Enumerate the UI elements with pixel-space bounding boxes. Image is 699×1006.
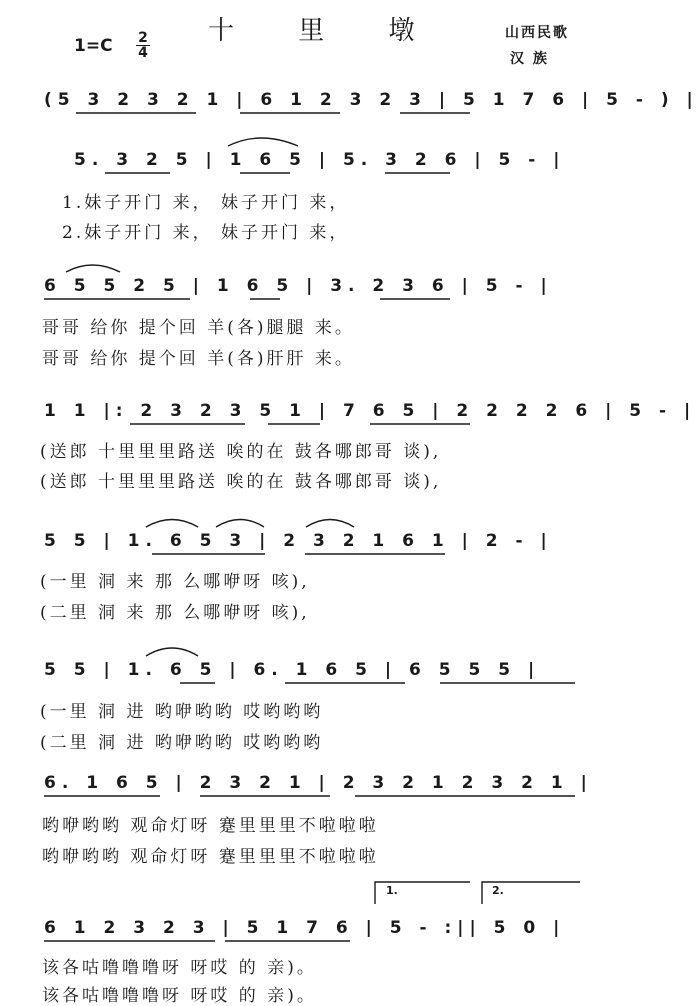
- first-ending-label: 1.: [386, 884, 398, 897]
- lyric-line-2-verse-2: 2.妹子开门 来， 妹子开门 来，: [62, 223, 350, 243]
- notation-line-1: (5 3 2 3 2 1 | 6 1 2 3 2 3 | 5 1 7 6 | 5 - ) |: [44, 90, 699, 110]
- lyric-line-3-verse-1: 哥哥 给你 提个回 羊(各)腿腿 来。: [42, 318, 355, 338]
- notation-line-4: 1 1 |: 2 3 2 3 5 1 | 7 6 5 | 2 2 2 2 6 | 5 - |: [44, 401, 697, 421]
- lyric-line-8-verse-1: 该各咕噜噜噜呀 呀哎 的 亲)。: [42, 958, 317, 978]
- lyric-line-4-verse-2: (送郎 十里里里路送 唉的在 鼓各哪郎哥 谈),: [40, 472, 442, 492]
- slur: [216, 520, 264, 528]
- notation-line-7: 6. 1 6 5 | 2 3 2 1 | 2 3 2 1 2 3 2 1 |: [44, 773, 593, 793]
- lyric-line-5-verse-2: (二里 洞 来 那 么哪咿呀 咳),: [40, 603, 310, 623]
- lyric-line-6-verse-2: (二里 洞 进 哟咿哟哟 哎哟哟哟: [40, 733, 324, 753]
- lyric-line-3-verse-2: 哥哥 给你 提个回 羊(各)肝肝 来。: [42, 349, 355, 369]
- song-source: 山西民歌: [505, 25, 569, 41]
- notation-line-2: 5. 3 2 5 | 1 6 5 | 5. 3 2 6 | 5 - |: [74, 150, 566, 170]
- second-ending-bracket: [482, 882, 580, 904]
- lyric-line-4-verse-1: (送郎 十里里里路送 唉的在 鼓各哪郎哥 谈),: [40, 442, 442, 462]
- lyric-line-5-verse-1: (一里 洞 来 那 么哪咿呀 咳),: [40, 572, 310, 592]
- song-ethnicity: 汉 族: [510, 51, 549, 67]
- lyric-line-7-verse-2: 哟咿哟哟 观命灯呀 蹇里里里不啦啦啦: [42, 847, 379, 867]
- slur: [146, 648, 198, 656]
- notation-line-3: 6 5 5 2 5 | 1 6 5 | 3. 2 3 6 | 5 - |: [44, 276, 553, 296]
- song-title: 十 里 墩: [208, 16, 443, 46]
- first-ending-bracket: [375, 882, 470, 904]
- meter-denominator: 4: [138, 45, 148, 61]
- slur: [306, 520, 354, 528]
- notation-line-8: 6 1 2 3 2 3 | 5 1 7 6 | 5 - :|| 5 0 |: [44, 918, 566, 938]
- slur: [228, 138, 298, 146]
- slur: [66, 265, 120, 272]
- lyric-line-6-verse-1: (一里 洞 进 哟咿哟哟 哎哟哟哟: [40, 702, 324, 722]
- lyric-line-2-verse-1: 1.妹子开门 来， 妹子开门 来，: [62, 193, 350, 213]
- second-ending-label: 2.: [492, 884, 504, 897]
- notation-line-6: 5 5 | 1. 6 5 | 6. 1 6 5 | 6 5 5 5 |: [44, 660, 541, 680]
- lyric-line-7-verse-1: 哟咿哟哟 观命灯呀 蹇里里里不啦啦啦: [42, 816, 379, 836]
- notation-line-5: 5 5 | 1. 6 5 3 | 2 3 2 1 6 1 | 2 - |: [44, 531, 553, 551]
- slur: [146, 520, 198, 528]
- key-signature: 1=C: [74, 36, 113, 56]
- meter-numerator: 2: [136, 31, 150, 46]
- lyric-line-8-verse-2: 该各咕噜噜噜呀 呀哎 的 亲)。: [42, 986, 317, 1006]
